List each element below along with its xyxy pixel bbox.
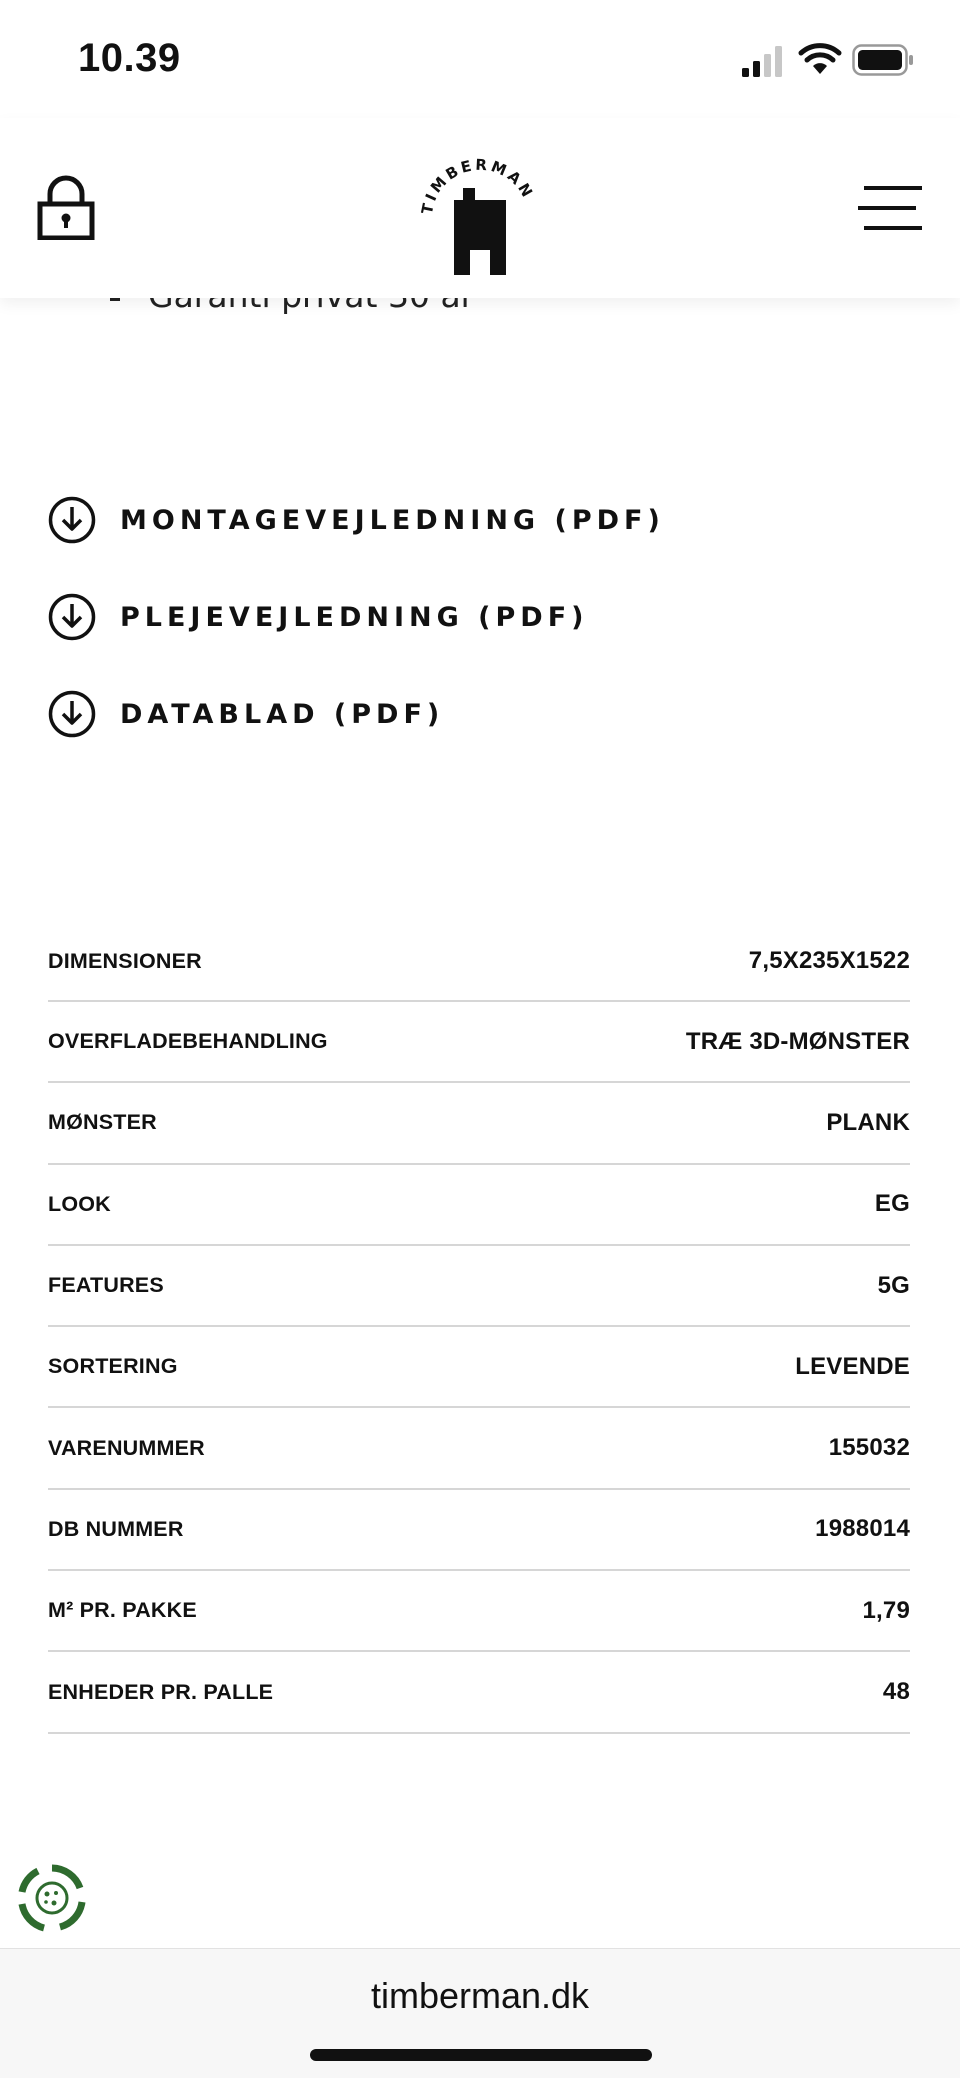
spec-key: MØNSTER — [48, 1110, 157, 1135]
spec-key: ENHEDER PR. PALLE — [48, 1679, 274, 1704]
download-label: MONTAGEVEJLEDNING (PDF) — [120, 504, 665, 536]
spec-table — [48, 922, 910, 1734]
spec-value: 48 — [882, 1678, 910, 1706]
spec-value: 7,5X235X1522 — [748, 947, 910, 974]
home-indicator[interactable] — [310, 2049, 652, 2061]
spec-key: DB NUMMER — [48, 1516, 184, 1541]
menu-icon[interactable] — [858, 182, 926, 234]
lock-icon[interactable] — [36, 174, 96, 240]
browser-bar — [0, 1948, 960, 2078]
download-montage-pdf[interactable] — [48, 496, 908, 544]
download-list — [48, 496, 908, 787]
spec-value: 1,79 — [862, 1596, 910, 1624]
spec-row — [48, 1327, 910, 1408]
spec-row — [48, 1246, 910, 1327]
download-icon — [48, 690, 96, 738]
logo-text: TIMBERMAN — [417, 155, 538, 216]
cookie-consent-icon[interactable] — [16, 1862, 88, 1934]
spec-key: M² PR. PAKKE — [48, 1598, 197, 1623]
spec-row — [48, 1652, 910, 1733]
wifi-icon — [798, 42, 842, 76]
spec-value: TRÆ 3D-MØNSTER — [685, 1027, 910, 1055]
spec-key: LOOK — [48, 1191, 111, 1216]
site-header — [0, 118, 960, 298]
spec-key: DIMENSIONER — [48, 948, 202, 973]
timberman-logo[interactable] — [410, 140, 550, 280]
spec-value: 1988014 — [815, 1515, 910, 1543]
spec-row — [48, 1083, 910, 1164]
spec-row — [48, 1571, 910, 1652]
battery-icon — [852, 44, 914, 76]
download-pleje-pdf[interactable] — [48, 593, 908, 641]
spec-value: 155032 — [828, 1434, 910, 1462]
spec-row — [48, 1408, 910, 1489]
spec-value: 5G — [877, 1271, 910, 1299]
spec-row — [48, 1165, 910, 1246]
spec-key: VARENUMMER — [48, 1435, 205, 1460]
status-bar — [0, 0, 960, 118]
url-text[interactable]: timberman.dk — [370, 1975, 590, 2016]
status-time: 10.39 — [78, 36, 181, 80]
spec-value: PLANK — [826, 1108, 910, 1136]
signal-icon — [740, 44, 786, 78]
download-label: DATABLAD (PDF) — [120, 698, 445, 730]
spec-key: SORTERING — [48, 1354, 178, 1379]
download-datablad-pdf[interactable] — [48, 690, 908, 738]
spec-key: OVERFLADEBEHANDLING — [48, 1029, 328, 1054]
download-icon — [48, 496, 96, 544]
spec-key: FEATURES — [48, 1273, 164, 1298]
spec-row — [48, 922, 910, 1002]
spec-row — [48, 1002, 910, 1083]
download-icon — [48, 593, 96, 641]
spec-value: LEVENDE — [795, 1352, 910, 1380]
spec-value: EG — [874, 1190, 910, 1218]
spec-row — [48, 1490, 910, 1571]
download-label: PLEJEVEJLEDNING (PDF) — [120, 601, 589, 633]
